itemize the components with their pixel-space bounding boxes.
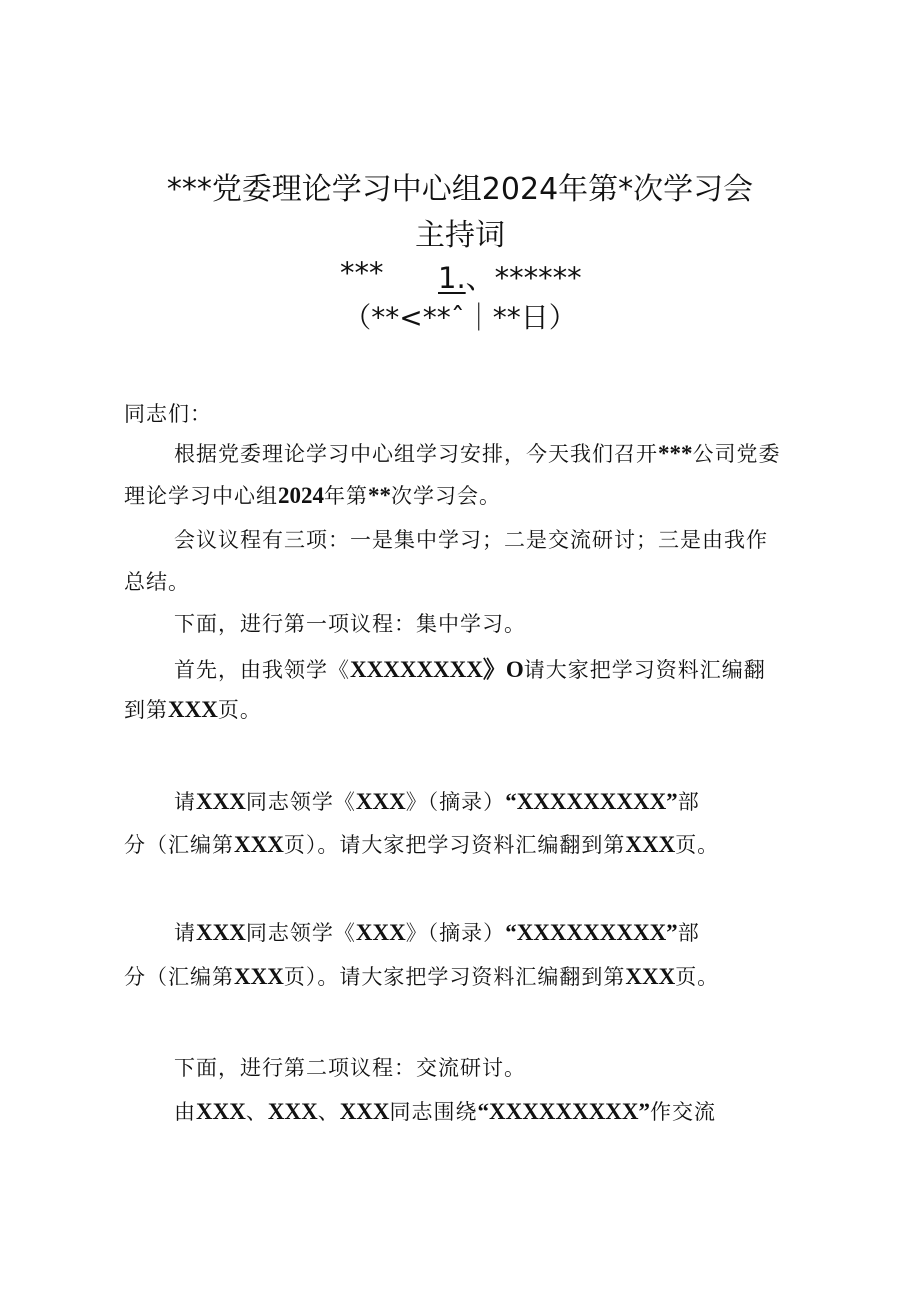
text-run: 》（摘录）	[405, 790, 506, 814]
text-run-bold: XXX	[625, 964, 676, 989]
document-title-line2: 主持词	[415, 218, 505, 253]
author-line	[0, 256, 920, 296]
paragraph-8-line-1	[174, 1096, 716, 1126]
text-run-bold: XXX	[196, 920, 246, 945]
text-run: 》（摘录）	[405, 921, 506, 945]
salutation: 同志们：	[124, 402, 212, 426]
paragraph-5-line-1	[174, 786, 700, 816]
text-run-bold: XXX	[168, 697, 218, 722]
document-date: （**<**ˆ｜**日）	[343, 301, 577, 334]
text-run: 请	[174, 790, 196, 814]
paragraph-6-line-1	[174, 917, 700, 947]
text-run: 同志领学《	[245, 790, 356, 814]
text-run-bold: XXX	[234, 832, 284, 857]
text-run-bold: XXX	[234, 964, 284, 989]
paragraph-4-line-1	[174, 651, 766, 684]
text-run-bold: XXX	[355, 920, 406, 945]
paragraph-1-line-2	[124, 480, 501, 510]
text-run: 作交流	[650, 1100, 717, 1124]
text-run: 部	[677, 790, 700, 814]
text-run-bold: XXX	[196, 789, 246, 814]
paragraph-1-line-1	[174, 438, 781, 468]
paragraph-7: 下面，进行第二项议程：交流研讨。	[174, 1056, 526, 1080]
text-run: 请	[174, 921, 196, 945]
text-run: 分（汇编第	[124, 833, 234, 857]
text-run: 页）。请大家把学习资料汇编翻到第	[283, 833, 626, 857]
text-run: 页。	[217, 698, 262, 722]
text-run-bold: “XXXXXXXXX”	[505, 920, 678, 945]
text-run-bold: “XXXXXXXXX”	[477, 1099, 651, 1124]
document-title-line1: ***党委理论学习中心组2024年第*次学习会	[166, 172, 754, 207]
text-run-bold: 2024	[278, 483, 324, 508]
text-run: 部	[677, 921, 700, 945]
paragraph-3: 下面，进行第一项议程：集中学习。	[174, 612, 526, 636]
text-run: 、	[317, 1100, 340, 1124]
text-run-bold: “XXXXXXXXX”	[505, 789, 678, 814]
paragraph-2-line-1: 会议议程有三项：一是集中学习；二是交流研讨；三是由我作	[174, 528, 768, 552]
text-run: 到第	[124, 698, 168, 722]
text-run-bold: XXX	[339, 1099, 390, 1124]
text-run: 由	[174, 1100, 196, 1124]
text-run: 页）。请大家把学习资料汇编翻到第	[283, 965, 626, 989]
text-run: 理论学习中心组	[124, 484, 278, 508]
text-run: 页。	[675, 965, 720, 989]
text-run: 次学习会。	[391, 484, 501, 508]
paragraph-4-line-2	[124, 694, 262, 724]
author-number-suffix: 、******	[465, 261, 582, 295]
author-number	[438, 256, 582, 297]
text-run-bold: ***	[658, 441, 693, 466]
author-number-prefix: 1.	[438, 261, 466, 295]
text-run: 请大家把学习资料汇编翻	[523, 658, 766, 682]
author-name: ***	[340, 256, 384, 290]
text-run-bold: XXX	[355, 789, 406, 814]
text-run-bold: XXX	[625, 832, 676, 857]
text-run-bold: XXX	[267, 1099, 318, 1124]
text-run: 页。	[675, 833, 720, 857]
paragraph-5-line-2	[124, 829, 719, 859]
text-run: 同志围绕	[389, 1100, 478, 1124]
text-run: 、	[245, 1100, 268, 1124]
paragraph-2-line-2: 总结。	[124, 570, 190, 594]
text-run-bold: XXXXXXXX》O	[350, 657, 524, 682]
text-run: 分（汇编第	[124, 965, 234, 989]
text-run: 首先，由我领学《	[174, 658, 350, 682]
paragraph-6-line-2	[124, 961, 719, 991]
text-run: 公司党委	[692, 442, 781, 466]
text-run: 根据党委理论学习中心组学习安排，今天我们召开	[174, 442, 658, 466]
text-run-bold: **	[368, 483, 391, 508]
text-run: 年第	[324, 484, 368, 508]
text-run: 同志领学《	[245, 921, 356, 945]
text-run-bold: XXX	[196, 1099, 246, 1124]
